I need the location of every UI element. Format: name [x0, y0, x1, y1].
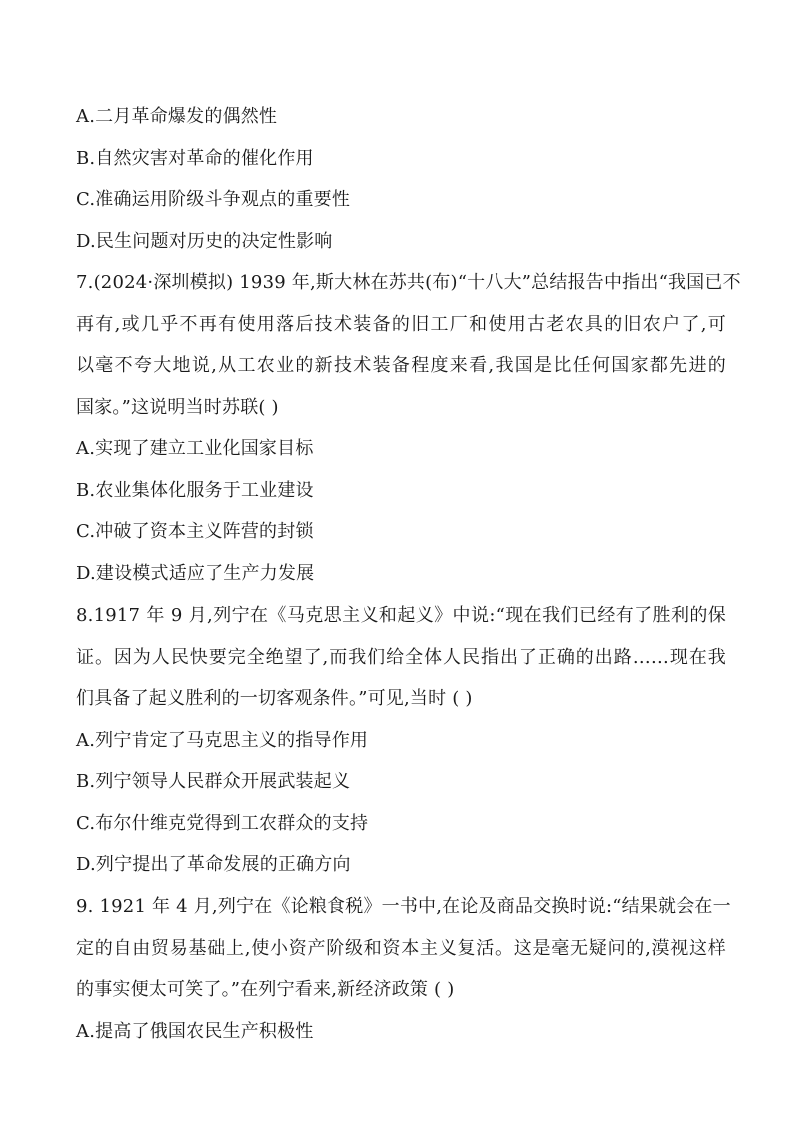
option-9a[interactable]: A.提高了俄国农民生产积极性 [76, 1020, 314, 1042]
option-6c[interactable]: C.准确运用阶级斗争观点的重要性 [76, 189, 351, 210]
option-8a[interactable]: A.列宁肯定了马克思主义的指导作用 [76, 729, 369, 751]
question-7 [76, 262, 741, 594]
option-7d[interactable]: D.建设模式适应了生产力发展 [76, 562, 315, 584]
question-8 [76, 595, 726, 886]
option-7c[interactable]: C.冲破了资本主义阵营的封锁 [76, 521, 314, 542]
question-7-stem-line-1: 7.(2024·深圳模拟) 1939 年,斯大林在苏共(布)“十八大”总结报告中指出“我国已不 [76, 272, 741, 293]
option-8d[interactable]: D.列宁提出了革命发展的正确方向 [76, 854, 351, 875]
question-8-stem-line-2: 证。因为人民快要完全绝望了,而我们给全体人民指出了正确的出路……现在我 [76, 646, 726, 668]
question-8-stem-line-3: 们具备了起义胜利的一切客观条件。”可见,当时 ( ) [76, 688, 473, 709]
question-7-stem-line-3: 以毫不夸大地说,从工农业的新技术装备程度来看,我国是比任何国家都先进的 [76, 355, 726, 376]
option-6a[interactable]: A.二月革命爆发的偶然性 [76, 106, 278, 127]
option-8b[interactable]: B.列宁领导人民群众开展武装起义 [76, 771, 351, 792]
question-7-stem-line-4: 国家。”这说明当时苏联( ) [76, 396, 279, 418]
option-7a[interactable]: A.实现了建立工业化国家目标 [76, 438, 314, 459]
question-9 [76, 886, 731, 1052]
option-7b[interactable]: B.农业集体化服务于工业建设 [76, 479, 314, 501]
question-9-stem-line-3: 的事实便太可笑了。”在列宁看来,新经济政策 ( ) [76, 979, 455, 1000]
question-9-stem-line-2: 定的自由贸易基础上,使小资产阶级和资本主义复活。这是毫无疑问的,漠视这样 [76, 937, 726, 959]
question-7-stem-line-2: 再有,或几乎不再有使用落后技术装备的旧工厂和使用古老农具的旧农户了,可 [76, 313, 726, 335]
option-8c[interactable]: C.布尔什维克党得到工农群众的支持 [76, 812, 369, 834]
question-8-stem-line-1: 8.1917 年 9 月,列宁在《马克思主义和起义》中说:“现在我们已经有了胜利的保 [76, 605, 726, 626]
question-9-stem-line-1: 9. 1921 年 4 月,列宁在《论粮食税》一书中,在论及商品交换时说:“结果就会在一 [76, 896, 731, 917]
option-6b[interactable]: B.自然灾害对革命的催化作用 [76, 147, 314, 169]
option-6d[interactable]: D.民生问题对历史的决定性影响 [76, 230, 333, 252]
question-6 [76, 96, 350, 262]
